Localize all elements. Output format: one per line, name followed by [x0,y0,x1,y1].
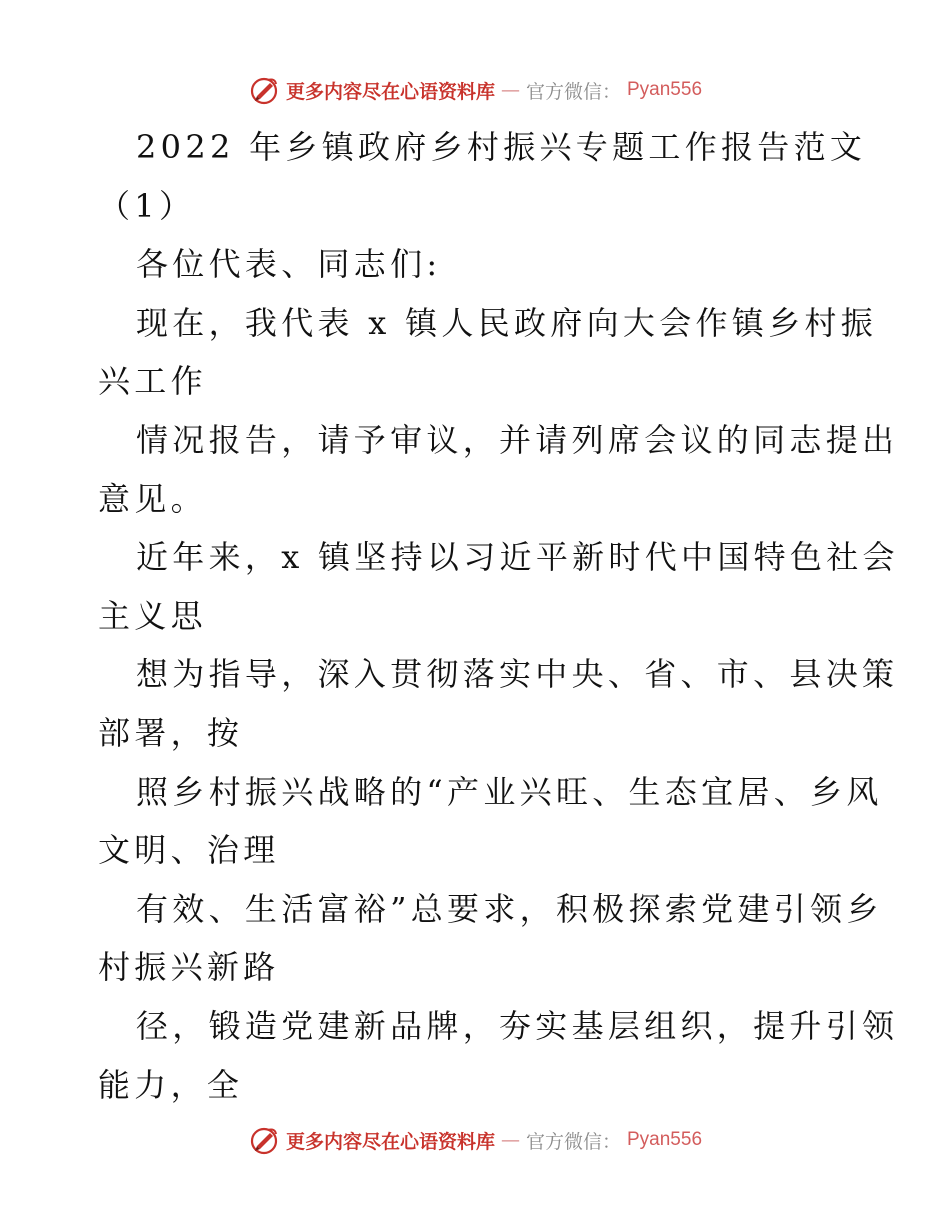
text-line: 主义思 [98,596,207,635]
text-line: 情况报告，请予审议，并请列席会议的同志提出 [136,420,899,459]
text-line: 有效、生活富裕”总要求，积极探索党建引领乡 [136,889,883,928]
banner-official-label: 官方微信： [525,80,621,103]
banner-dash: — [500,79,520,101]
text-line: 照乡村振兴战略的“产业兴旺、生态宜居、乡风 [136,772,883,811]
text-line: 村振兴新路 [98,948,280,987]
text-line: 各位代表、同志们: [136,245,442,284]
banner-dash: — [500,1129,520,1151]
document-body [98,118,899,1114]
text-line: 兴工作 [98,362,207,401]
text-line: 径，锻造党建新品牌，夯实基层组织，提升引领 [136,1006,899,1045]
text-line: 文明、治理 [98,831,280,870]
text-line: 能力，全 [98,1065,244,1104]
document-title-line: 2022 年乡镇政府乡村振兴专题工作报告范文 [136,128,867,166]
text-line: 意见。 [98,479,207,518]
banner-wechat-id: Pyan556 [627,79,703,100]
text-line: 现在，我代表 x 镇人民政府向大会作镇乡村振 [136,303,877,342]
footer-watermark-banner [0,1120,950,1160]
banner-promo-text: 更多内容尽在心语资料库 [285,80,495,103]
pen-logo-icon [248,1124,280,1156]
text-line: 想为指导，深入贯彻落实中央、省、市、县决策 [136,655,899,694]
text-line: 部署，按 [98,713,244,752]
pen-logo-icon [248,74,280,106]
text-line: 近年来，x 镇坚持以习近平新时代中国特色社会 [136,538,899,577]
header-watermark-banner [0,70,950,110]
banner-wechat-id: Pyan556 [627,1129,703,1150]
text-line: （1） [98,186,196,225]
banner-official-label: 官方微信： [525,1130,621,1153]
banner-promo-text: 更多内容尽在心语资料库 [285,1130,495,1153]
